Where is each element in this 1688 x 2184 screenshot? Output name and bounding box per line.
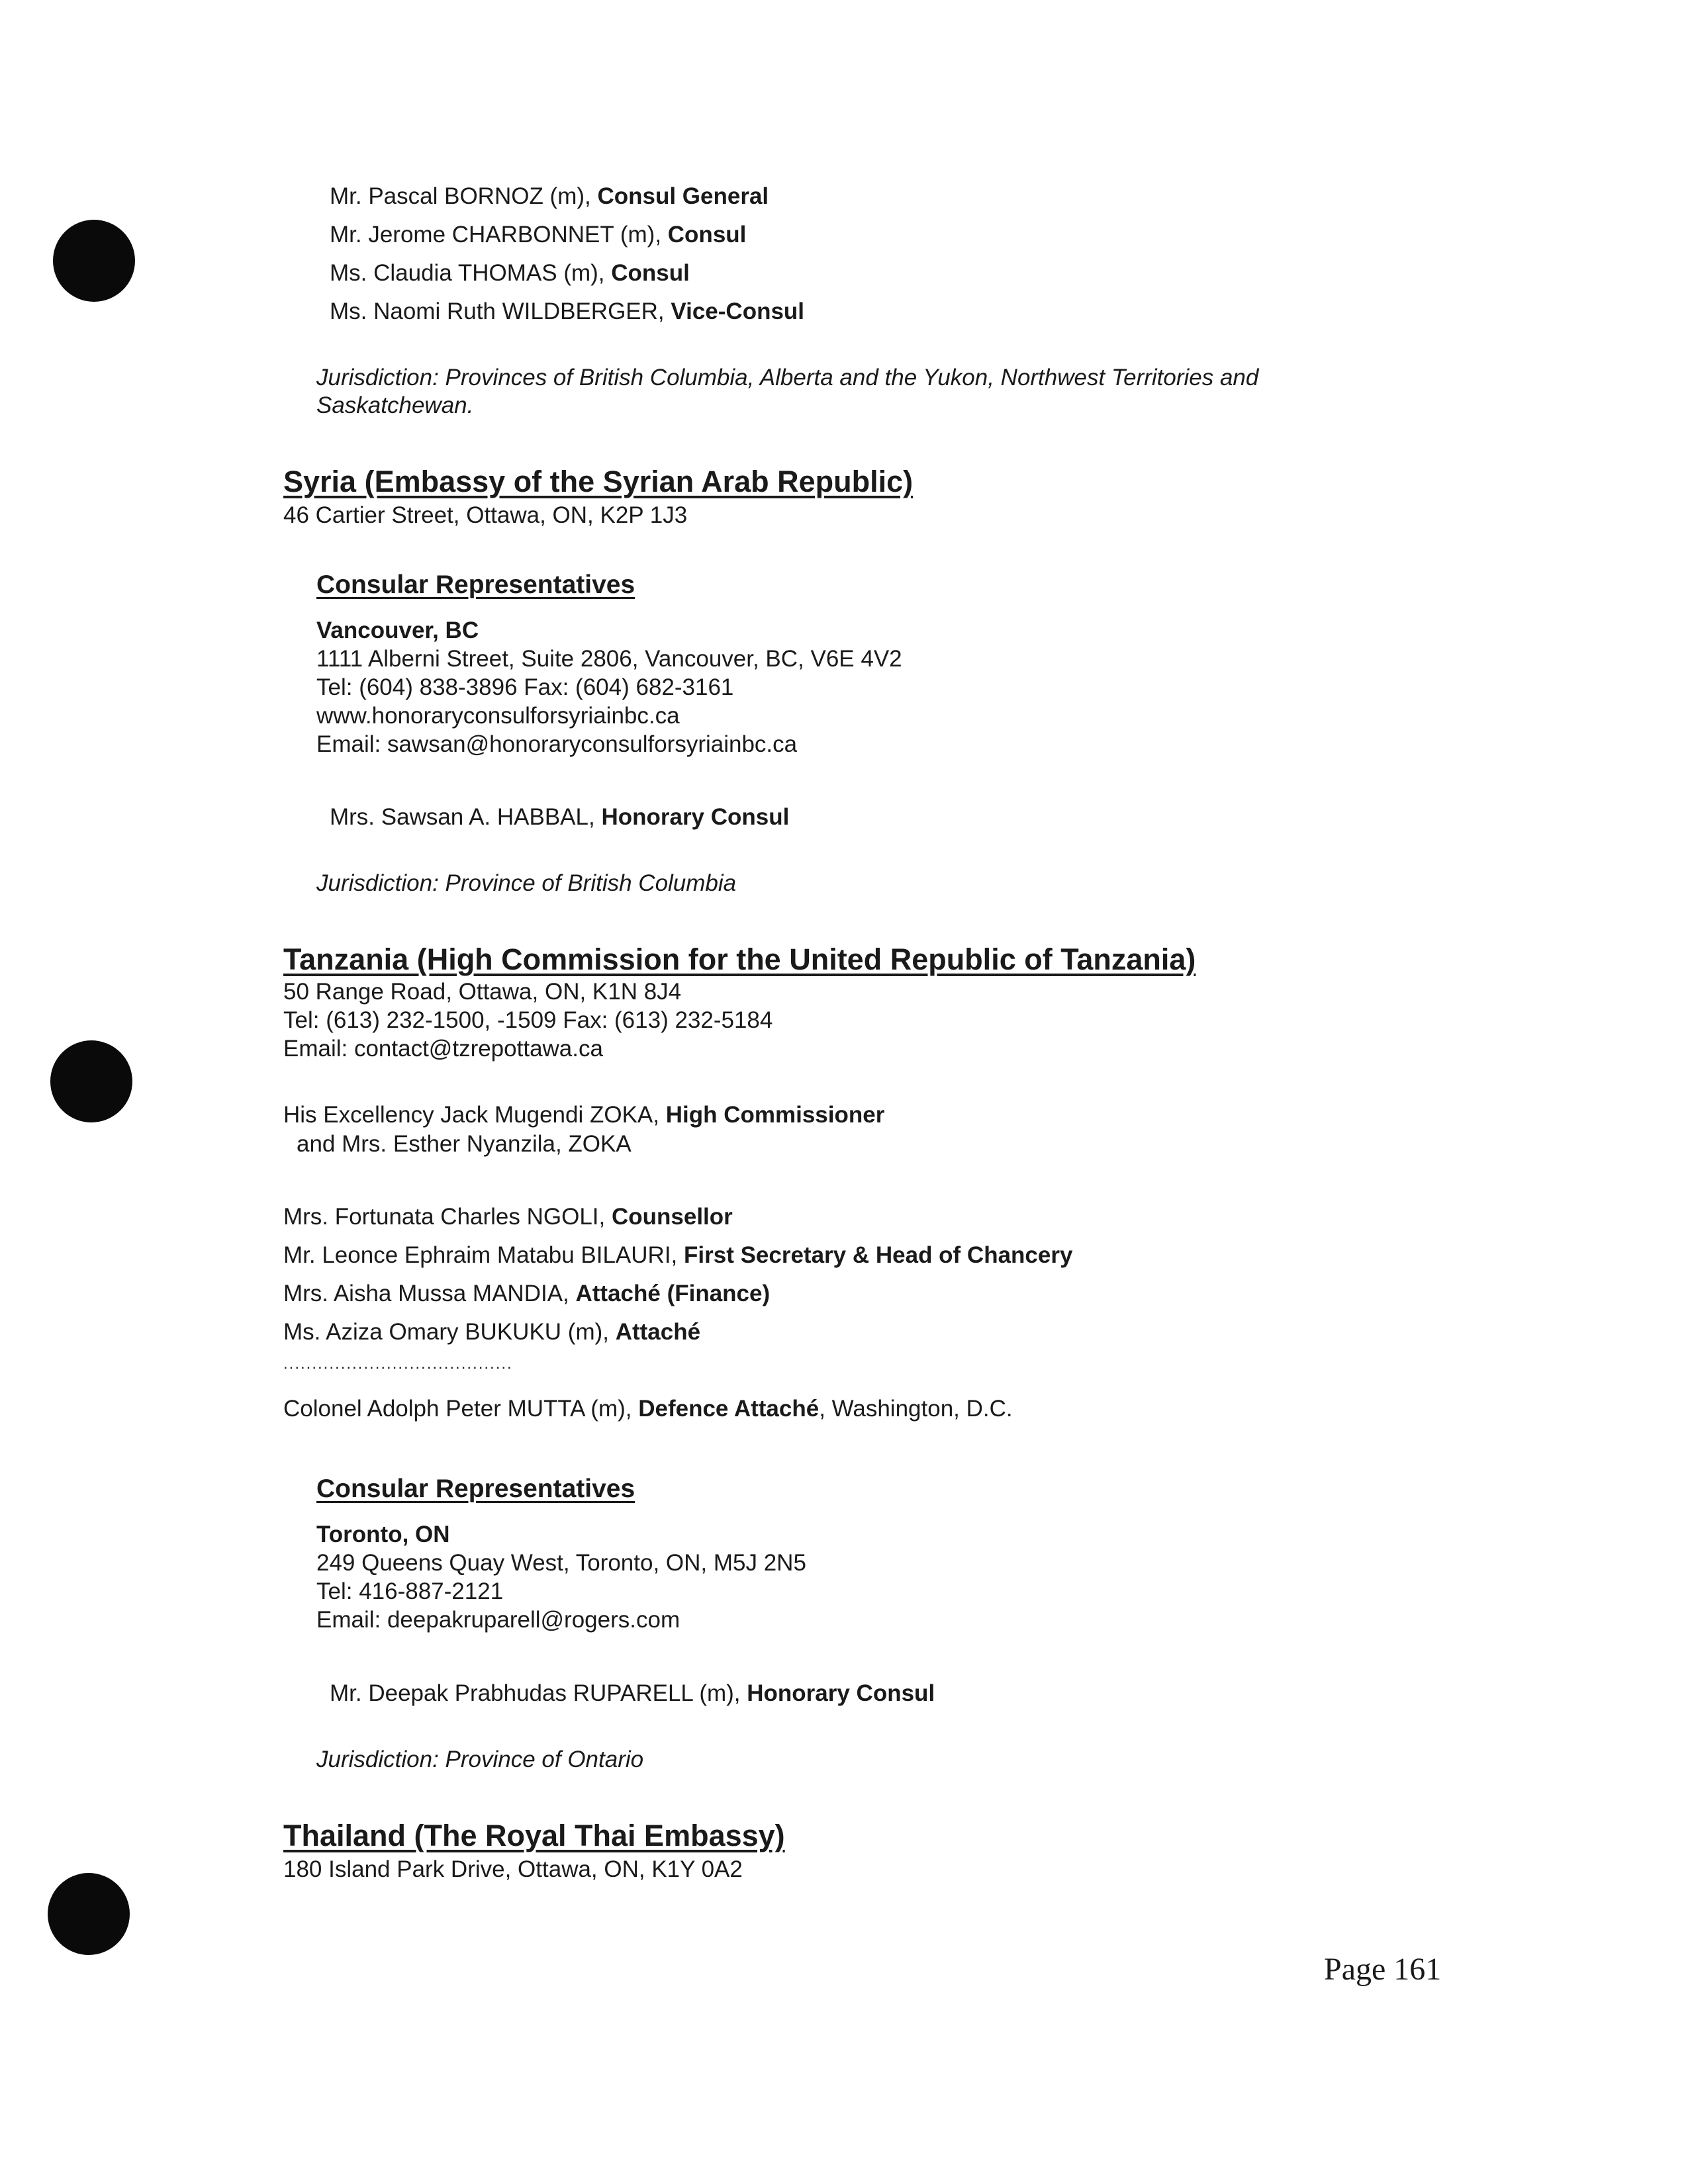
tanzania-defence-attache: Colonel Adolph Peter MUTTA (m), Defence Attaché, Washington, D.C. bbox=[283, 1396, 1013, 1422]
syria-honorary-consul: Mrs. Sawsan A. HABBAL, Honorary Consul bbox=[330, 804, 790, 830]
tanzania-jurisdiction: Jurisdiction: Province of Ontario bbox=[316, 1747, 644, 1772]
tanzania-phone: Tel: (613) 232-1500, -1509 Fax: (613) 232-5184 bbox=[283, 1007, 773, 1033]
tanzania-staff-2: Mr. Leonce Ephraim Matabu BILAURI, First Secretary & Head of Chancery bbox=[283, 1242, 1073, 1268]
tanzania-staff-1: Mrs. Fortunata Charles NGOLI, Counsellor bbox=[283, 1204, 733, 1230]
syria-jurisdiction: Jurisdiction: Province of British Columbia bbox=[316, 870, 737, 896]
syria-consular-website: www.honoraryconsulforsyriainbc.ca bbox=[316, 703, 680, 729]
top-jurisdiction-line-1: Jurisdiction: Provinces of British Columbia, Alberta and the Yukon, Northwest Territories and bbox=[316, 365, 1259, 390]
top-entry-2: Mr. Jerome CHARBONNET (m), Consul bbox=[330, 222, 747, 248]
tanzania-consular-email: Email: deepakruparell@rogers.com bbox=[316, 1607, 680, 1633]
tanzania-hc-spouse: and Mrs. Esther Nyanzila, ZOKA bbox=[297, 1131, 632, 1157]
tanzania-address: 50 Range Road, Ottawa, ON, K1N 8J4 bbox=[283, 979, 682, 1005]
top-jurisdiction-line-2: Saskatchewan. bbox=[316, 392, 474, 418]
tanzania-email: Email: contact@tzrepottawa.ca bbox=[283, 1036, 603, 1062]
tanzania-consular-phone: Tel: 416-887-2121 bbox=[316, 1578, 504, 1604]
syria-consular-email: Email: sawsan@honoraryconsulforsyriainbc.ca bbox=[316, 731, 798, 757]
tanzania-staff-3: Mrs. Aisha Mussa MANDIA, Attaché (Finance) bbox=[283, 1281, 771, 1306]
tanzania-staff-4: Ms. Aziza Omary BUKUKU (m), Attaché bbox=[283, 1319, 701, 1345]
tanzania-consular-heading: Consular Representatives bbox=[316, 1475, 635, 1503]
syria-heading: Syria (Embassy of the Syrian Arab Republic) bbox=[283, 465, 914, 498]
syria-consular-heading: Consular Representatives bbox=[316, 570, 635, 599]
thailand-address: 180 Island Park Drive, Ottawa, ON, K1Y 0A2 bbox=[283, 1856, 743, 1882]
tanzania-consular-address: 249 Queens Quay West, Toronto, ON, M5J 2N5 bbox=[316, 1550, 806, 1576]
syria-consular-line-2: Tel: (604) 838-3896 Fax: (604) 682-3161 bbox=[316, 674, 734, 700]
top-entry-3: Ms. Claudia THOMAS (m), Consul bbox=[330, 260, 690, 286]
syria-consular-line-1: 1111 Alberni Street, Suite 2806, Vancouver, BC, V6E 4V2 bbox=[316, 646, 902, 672]
thailand-heading: Thailand (The Royal Thai Embassy) bbox=[283, 1819, 785, 1852]
tanzania-honorary-consul: Mr. Deepak Prabhudas RUPARELL (m), Honorary Consul bbox=[330, 1680, 935, 1706]
binder-hole-top bbox=[53, 220, 135, 302]
top-entry-4: Ms. Naomi Ruth WILDBERGER, Vice-Consul bbox=[330, 298, 805, 324]
tanzania-high-commissioner: His Excellency Jack Mugendi ZOKA, High Commissioner bbox=[283, 1102, 885, 1128]
page-number: Page 161 bbox=[1324, 1952, 1442, 1987]
tanzania-separator: ........................................ bbox=[283, 1355, 513, 1373]
syria-address: 46 Cartier Street, Ottawa, ON, K2P 1J3 bbox=[283, 502, 688, 528]
binder-hole-middle bbox=[50, 1040, 132, 1122]
syria-consular-city: Vancouver, BC bbox=[316, 617, 479, 643]
tanzania-heading: Tanzania (High Commission for the United Republic of Tanzania) bbox=[283, 942, 1196, 976]
tanzania-consular-city: Toronto, ON bbox=[316, 1522, 450, 1547]
top-entry-1: Mr. Pascal BORNOZ (m), Consul General bbox=[330, 183, 769, 209]
binder-hole-bottom bbox=[48, 1873, 130, 1955]
